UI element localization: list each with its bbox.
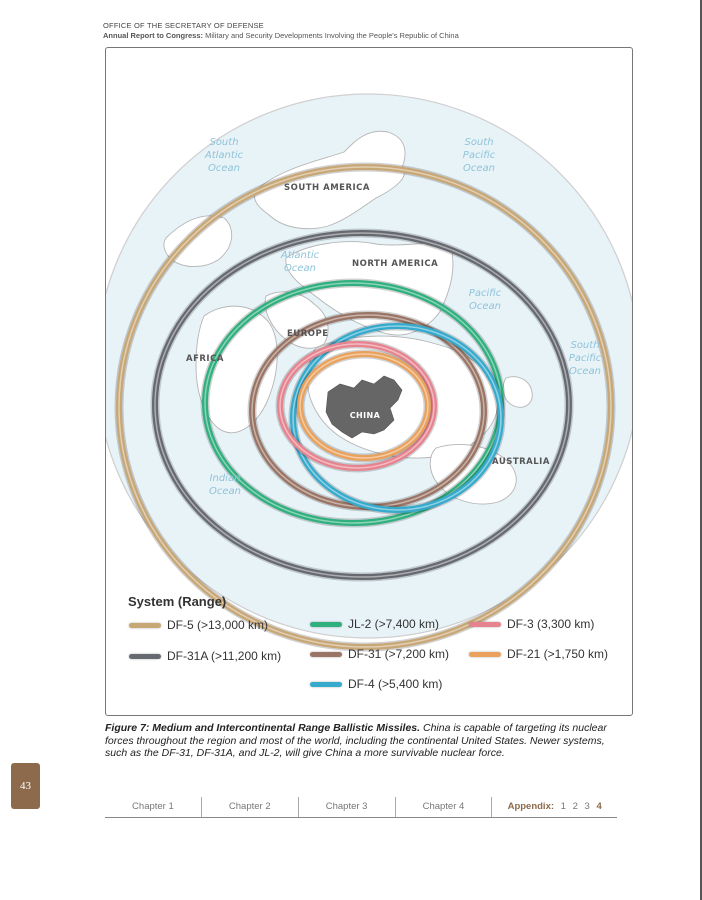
header-report-rest: Military and Security Developments Involving the People's Republic of China: [205, 31, 459, 40]
legend-label-df3: DF-3 (3,300 km): [507, 617, 595, 631]
nav-chapter-1[interactable]: Chapter 1: [105, 797, 202, 817]
label-atlantic: Atlantic Ocean: [280, 250, 320, 274]
legend-item-jl2: [310, 617, 439, 631]
page-number-tab: [11, 763, 40, 809]
legend-swatch-df3: [469, 622, 501, 627]
legend-title: System (Range): [128, 594, 227, 609]
legend-swatch-df4: [310, 682, 342, 687]
nav-appendix: [492, 797, 617, 817]
legend-item-df3: [469, 617, 594, 631]
legend-item-df31a: [129, 649, 281, 663]
nav-chapter-2[interactable]: Chapter 2: [202, 797, 299, 817]
label-north-america: NORTH AMERICA: [352, 259, 439, 269]
label-south-america: SOUTH AMERICA: [284, 183, 370, 193]
legend-swatch-df31a: [129, 654, 161, 659]
label-south-pacific-right: South Pacific Ocean: [568, 340, 602, 377]
legend-label-df31a: DF-31A (>11,200 km): [167, 649, 282, 663]
page-number: 43: [20, 780, 31, 792]
label-australia: AUSTRALIA: [492, 457, 550, 467]
legend-item-df31: [310, 647, 449, 661]
caption-label: Figure 7: Medium and Intercontinental Range Ballistic Missiles.: [105, 722, 421, 734]
nav-appendix-2[interactable]: 2: [572, 801, 578, 812]
caption-text: China is capable of targeting its nuclear forces throughout the region and most of the world, including the continental United States. Newer systems, such as the DF-31, DF-31A, and JL-2, will give China a more survivable nuclear force.: [105, 722, 607, 759]
legend-swatch-df5: [129, 623, 161, 628]
world-map-svg: [106, 48, 632, 715]
header-office: OFFICE OF THE SECRETARY OF DEFENSE: [103, 21, 264, 30]
header-report: [103, 31, 459, 40]
legend-swatch-df31: [310, 652, 342, 657]
appendix-label: Appendix:: [507, 801, 555, 812]
nav-chapter-4[interactable]: Chapter 4: [396, 797, 493, 817]
legend-item-df5: [129, 618, 268, 632]
label-africa: AFRICA: [186, 354, 224, 364]
label-pacific: Pacific Ocean: [468, 288, 502, 312]
legend-item-df4: [310, 677, 442, 691]
legend-label-df31: DF-31 (>7,200 km): [348, 647, 450, 661]
legend-item-df21: [469, 647, 608, 661]
nav-chapter-3[interactable]: Chapter 3: [299, 797, 396, 817]
label-indian: Indian Ocean: [209, 473, 241, 497]
header-report-bold: Annual Report to Congress:: [103, 31, 204, 40]
missile-range-map: [105, 47, 633, 716]
nav-appendix-1[interactable]: 1: [560, 801, 566, 812]
label-south-pacific-top: South Pacific Ocean: [462, 137, 496, 174]
legend-label-df5: DF-5 (>13,000 km): [167, 618, 269, 632]
legend-label-df4: DF-4 (>5,400 km): [348, 677, 443, 691]
figure-caption: [105, 722, 615, 760]
nav-appendix-3[interactable]: 3: [584, 801, 590, 812]
legend-swatch-jl2: [310, 622, 342, 627]
label-europe: EUROPE: [287, 329, 329, 339]
legend-label-df21: DF-21 (>1,750 km): [507, 647, 609, 661]
nav-appendix-4[interactable]: 4: [596, 801, 602, 812]
legend-swatch-df21: [469, 652, 501, 657]
legend-label-jl2: JL-2 (>7,400 km): [348, 617, 440, 631]
footer-chapter-nav: [105, 797, 617, 818]
label-china: CHINA: [349, 411, 381, 420]
label-south-atlantic: South Atlantic Ocean: [204, 137, 244, 174]
